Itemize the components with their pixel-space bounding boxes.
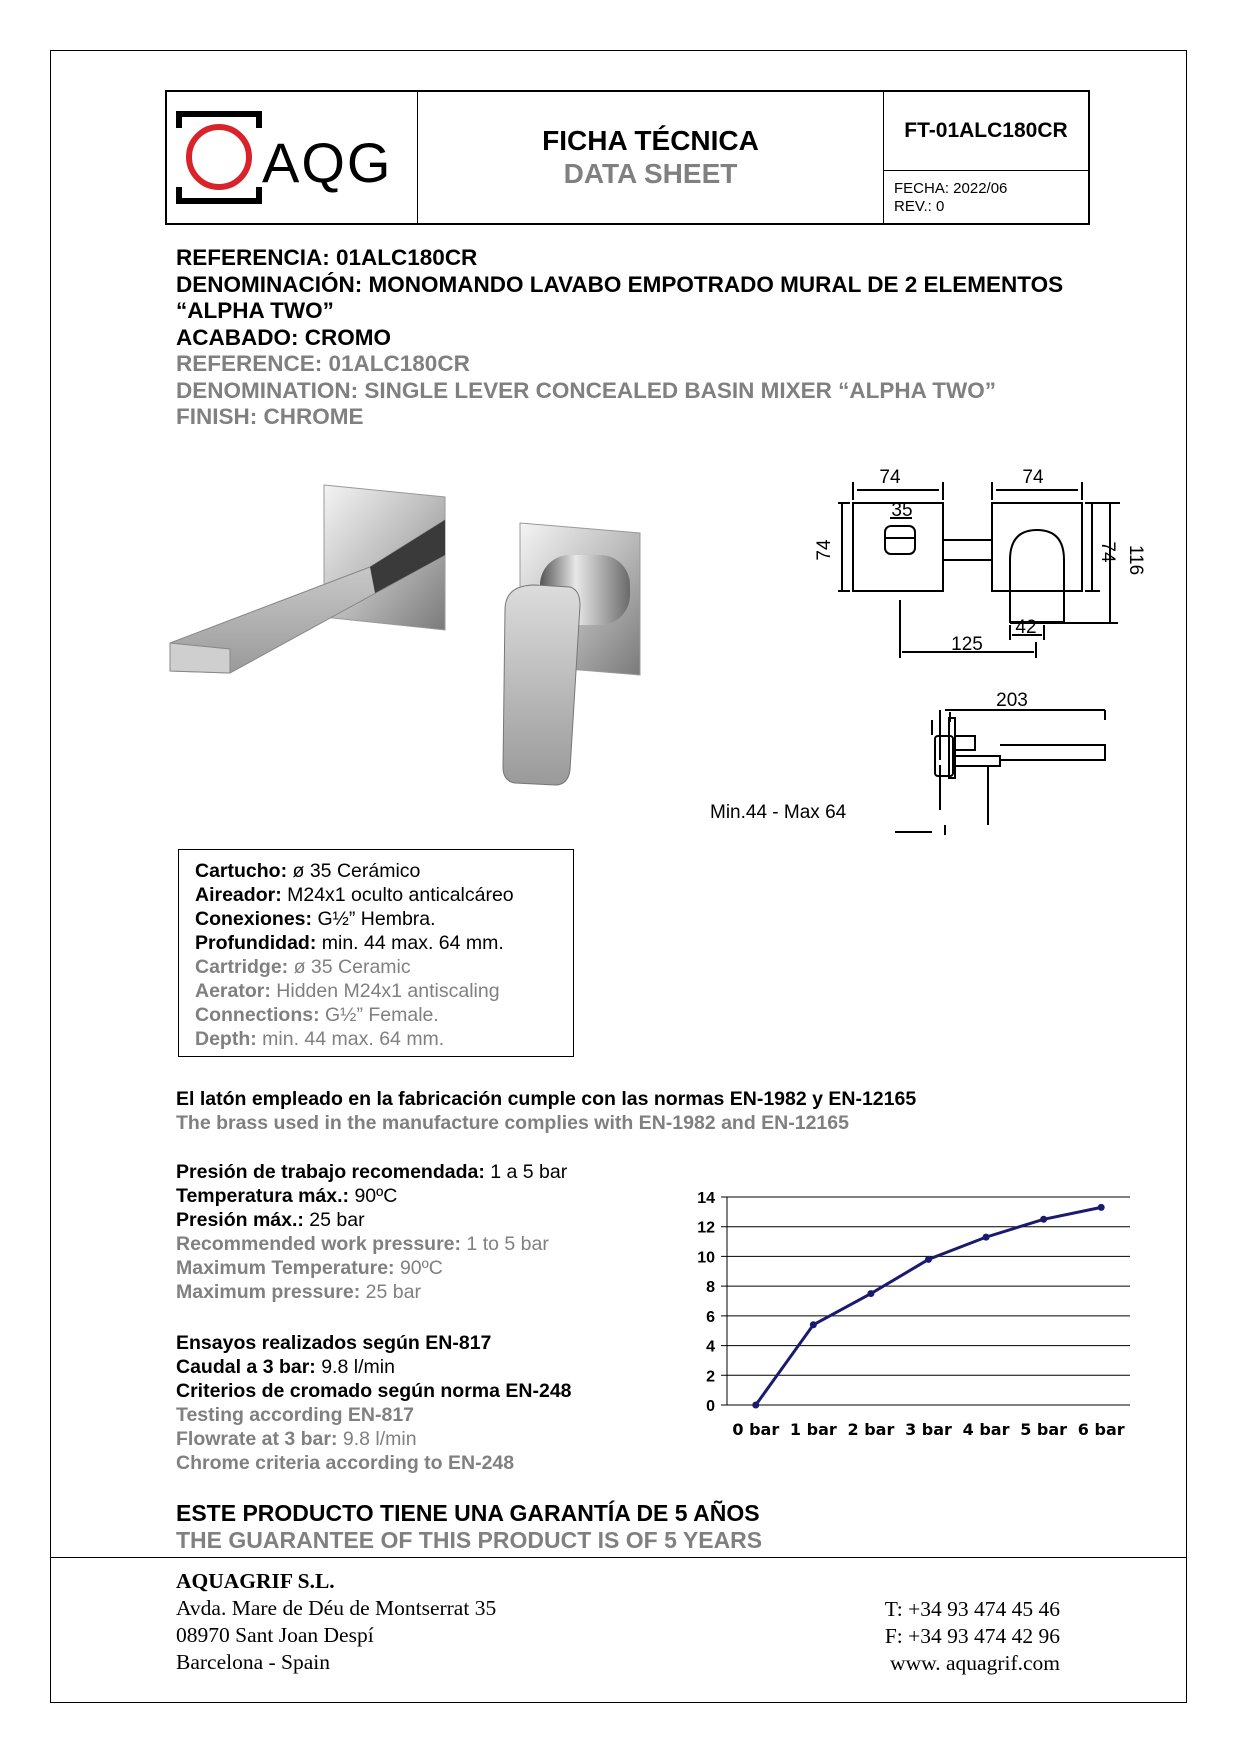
y-tick-label: 8 (706, 1279, 715, 1297)
data-point (925, 1256, 932, 1263)
guarantee (176, 1500, 762, 1554)
pressure-line: Maximum Temperature: 90ºC (176, 1257, 443, 1279)
pressure-line: Maximum pressure: 25 bar (176, 1281, 421, 1303)
data-point (983, 1234, 990, 1241)
pressure-line: Temperatura máx.: 90ºC (176, 1185, 398, 1207)
spec-line: Depth: min. 44 max. 64 mm. (195, 1028, 445, 1050)
tests-norm-es: Ensayos realizados según EN-817 (176, 1332, 492, 1354)
dim-125: 125 (951, 634, 983, 655)
denomination-en: DENOMINATION: SINGLE LEVER CONCEALED BASIN MIXER “ALPHA TWO” (176, 377, 997, 403)
reference-en: REFERENCE: 01ALC180CR (176, 351, 470, 376)
dim-116: 116 (1125, 544, 1146, 576)
company-address (176, 1568, 496, 1676)
finish-es: ACABADO: CROMO (176, 324, 391, 350)
depth-label: Min.44 - Max 64 (710, 802, 847, 823)
y-tick-label: 14 (697, 1190, 715, 1207)
address-line-1: Avda. Mare de Déu de Montserrat 35 (176, 1596, 497, 1620)
data-point (1040, 1216, 1047, 1223)
title-cell (418, 92, 884, 223)
pressure-line: Presión de trabajo recomendada: 1 a 5 bar (176, 1161, 568, 1183)
title-en: DATA SHEET (563, 158, 738, 189)
y-tick-label: 0 (706, 1398, 715, 1415)
dim-203: 203 (996, 690, 1028, 711)
product-identification (176, 245, 1063, 431)
denomination-es-2: “ALPHA TWO” (176, 298, 334, 323)
dim-42: 42 (1015, 617, 1037, 638)
tests-norm-en: Testing according EN-817 (176, 1404, 415, 1426)
brass-norms (176, 1087, 916, 1135)
dim-74-top-left: 74 (879, 467, 901, 488)
logo-cell (167, 92, 418, 223)
data-point (1098, 1204, 1105, 1211)
flow-en: Flowrate at 3 bar: 9.8 l/min (176, 1428, 417, 1450)
brass-es: El latón empleado en la fabricación cumple con las normas EN-1982 y EN-12165 (176, 1088, 917, 1110)
title-es: FICHA TÉCNICA (542, 125, 759, 156)
footer-divider (50, 1557, 1187, 1558)
brass-en: The brass used in the manufacture complies with EN-1982 and EN-12165 (176, 1112, 849, 1134)
y-tick-label: 2 (706, 1368, 715, 1386)
y-tick-label: 4 (706, 1338, 715, 1356)
pressure-block (176, 1160, 567, 1304)
flow-chart (675, 1180, 1145, 1470)
company-name: AQUAGRIF S.L. (176, 1569, 335, 1593)
ref-cell (884, 92, 1088, 223)
pressure-line: Presión máx.: 25 bar (176, 1209, 365, 1231)
x-tick-label: 2 bar (847, 1420, 895, 1439)
address-line-3: Barcelona - Spain (176, 1650, 331, 1674)
telephone: T: +34 93 474 45 46 (884, 1597, 1060, 1621)
dim-74-right: 74 (1097, 541, 1118, 563)
data-point (867, 1290, 874, 1297)
product-photo (160, 475, 660, 795)
spec-line: Profundidad: min. 44 max. 64 mm. (195, 932, 504, 954)
rev: REV.: 0 (894, 198, 945, 215)
denomination-es-1: DENOMINACIÓN: MONOMANDO LAVABO EMPOTRADO MURAL DE 2 ELEMENTOS (176, 271, 1064, 297)
dim-74-top-right: 74 (1022, 467, 1044, 488)
tests-block (176, 1331, 572, 1475)
data-point (810, 1321, 817, 1328)
dim-74-left: 74 (814, 539, 835, 561)
flow-es: Caudal a 3 bar: 9.8 l/min (176, 1356, 395, 1378)
spec-line: Cartridge: ø 35 Ceramic (195, 956, 411, 978)
spec-line: Conexiones: G½” Hembra. (195, 908, 436, 930)
spec-line: Connections: G½” Female. (195, 1004, 439, 1026)
header-table (165, 90, 1090, 225)
guarantee-es: ESTE PRODUCTO TIENE UNA GARANTÍA DE 5 AÑOS (176, 1500, 760, 1526)
sheet-code: FT-01ALC180CR (884, 92, 1088, 171)
chrome-criteria-en: Chrome criteria according to EN-248 (176, 1452, 515, 1474)
spec-line: Aireador: M24x1 oculto anticalcáreo (195, 884, 514, 906)
company-contact (860, 1596, 1060, 1677)
logo-text: AQG (262, 131, 393, 194)
reference-es: REFERENCIA: 01ALC180CR (176, 245, 478, 270)
x-tick-label: 6 bar (1077, 1420, 1125, 1439)
guarantee-en: THE GUARANTEE OF THIS PRODUCT IS OF 5 YEARS (176, 1527, 763, 1553)
spec-line: Cartucho: ø 35 Cerámico (195, 860, 421, 882)
y-tick-label: 12 (697, 1219, 715, 1237)
x-tick-label: 4 bar (962, 1420, 1010, 1439)
fecha: FECHA: 2022/06 (894, 180, 1008, 197)
fax: F: +34 93 474 42 96 (884, 1624, 1060, 1648)
y-tick-label: 6 (706, 1308, 715, 1326)
finish-en: FINISH: CHROME (176, 404, 364, 429)
chrome-criteria-es: Criterios de cromado según norma EN-248 (176, 1380, 572, 1402)
spec-line: Aerator: Hidden M24x1 antiscaling (195, 980, 500, 1002)
data-point (752, 1402, 759, 1409)
x-tick-label: 5 bar (1020, 1420, 1068, 1439)
x-tick-label: 3 bar (905, 1420, 952, 1439)
revision-info (894, 180, 1007, 216)
y-tick-label: 10 (697, 1249, 715, 1267)
x-tick-label: 1 bar (789, 1420, 837, 1439)
spec-box (178, 849, 574, 1057)
technical-drawing (700, 460, 1146, 850)
pressure-line: Recommended work pressure: 1 to 5 bar (176, 1233, 549, 1255)
website-link[interactable]: www. aquagrif.com (890, 1651, 1060, 1675)
x-tick-label: 0 bar (732, 1420, 780, 1439)
dim-35: 35 (891, 500, 913, 521)
address-line-2: 08970 Sant Joan Despí (176, 1623, 374, 1647)
